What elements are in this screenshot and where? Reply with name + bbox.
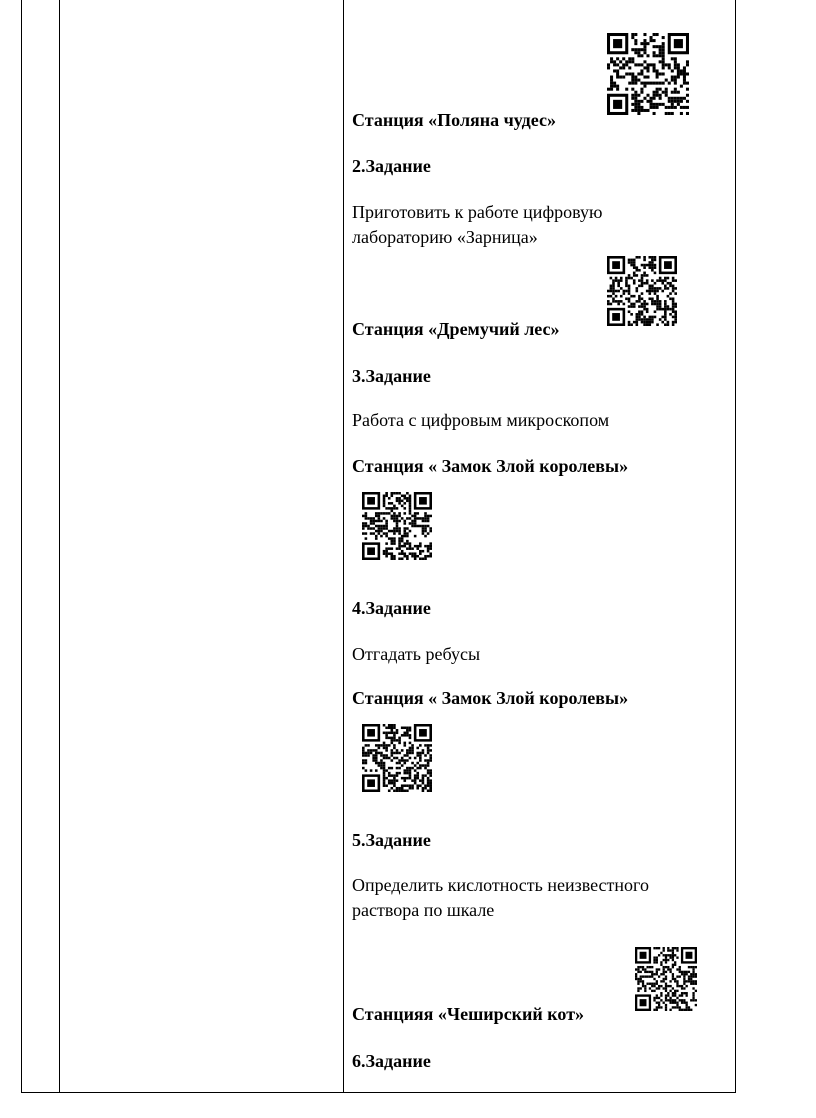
task-title: 5.Задание <box>352 830 431 850</box>
task-title: 3.Задание <box>352 366 431 386</box>
station-title: Станция « Замок Злой королевы» <box>352 688 629 708</box>
task-description: Работа с цифровым микроскопом <box>352 410 610 430</box>
task-title: 4.Задание <box>352 598 431 618</box>
task-title: 2.Задание <box>352 156 431 176</box>
table-cell-content <box>343 0 735 1093</box>
station-title: Станция «Поляна чудес» <box>352 110 556 130</box>
task-description: Определить кислотность неизвестного <box>352 875 649 895</box>
qr-code-icon <box>362 492 432 560</box>
qr-code-icon <box>362 724 432 792</box>
task-description: раствора по шкале <box>352 900 495 920</box>
qr-code-icon <box>607 33 689 115</box>
task-title: 6.Задание <box>352 1051 431 1071</box>
task-description: лабораторию «Зарница» <box>352 227 538 247</box>
table-border-left <box>21 0 22 1093</box>
task-description: Приготовить к работе цифровую <box>352 202 603 222</box>
qr-code-icon <box>635 947 697 1011</box>
station-title: Станция « Замок Злой королевы» <box>352 456 629 476</box>
qr-code-icon <box>607 256 677 326</box>
station-title: Станция «Дремучий лес» <box>352 319 560 339</box>
station-title: Станцияя «Чеширский кот» <box>352 1004 585 1024</box>
table-border-col1 <box>59 0 60 1093</box>
table-border-right <box>735 0 736 1093</box>
task-description: Отгадать ребусы <box>352 644 481 664</box>
